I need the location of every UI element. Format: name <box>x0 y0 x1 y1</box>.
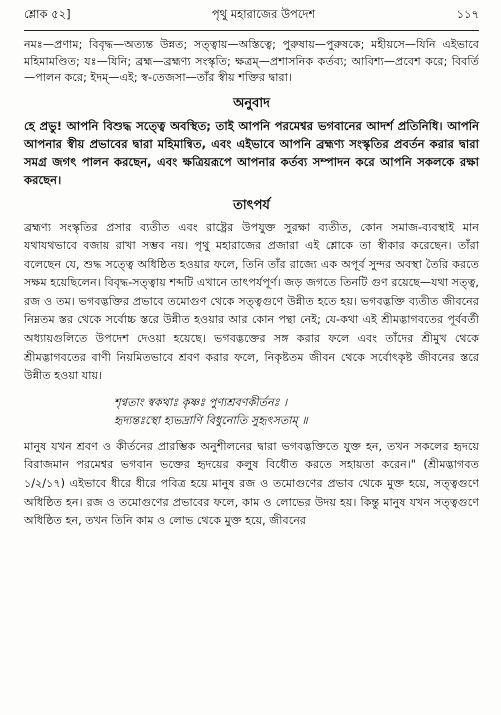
purport-heading: তাৎপর্য <box>233 197 270 213</box>
translation-paragraph: হে প্রভু! আপনি বিশুদ্ধ সত্ত্বে অবস্থিত; তাই আপনি পরমেশ্বর ভগবানের আদর্শ প্রতিনিধি। আপনি আপনার স্বীয় প্রভাবের দ্বারা মহিমান্বিত, এবং এইভাবে আপনি ব্রহ্মণ্য সংস্কৃতির প্রবর্তন করার দ্বারা সমগ্র জগৎ পালন করছেন, এবং ক্ষত্রিয়রূপে আপনার কর্তব্য সম্পাদন করে আপনি সকলকে রক্ষা করছেন। <box>24 118 479 187</box>
verse-line-1: শৃণ্বতাং স্বকথাঃ কৃষ্ণঃ পুণ্যশ্রবণকীর্তনঃ । <box>114 395 288 409</box>
quoted-verse <box>24 394 479 430</box>
synonyms-paragraph: নমঃ—প্রণাম; বিবৃদ্ধ—অত্যন্ত উন্নত; সত্ত্বায়—অস্তিত্বে; পুরুষায়—পুরুষকে; মহীয়সে—যিনি এইভাবে মহিমামণ্ডিত; যঃ—যিনি; ব্রহ্ম—ব্রহ্মণ্য সংস্কৃতি; ক্ষত্রম্—প্রশাসনিক কর্তব্য; আবিশ্য—প্রবেশ করে; বিবর্তি—পালন করে; ইদম্—এই; স্ব-তেজসা—তাঁর স্বীয় শক্তির দ্বারা। <box>24 38 479 84</box>
page-number: ১১৭ <box>456 7 479 21</box>
running-header <box>24 6 479 24</box>
purport-paragraph-2: মানুষ যখন শ্রবণ ও কীর্তনের প্রারম্ভিক অনুশীলনের দ্বারা ভগবদ্ভক্তিতে যুক্ত হন, তখন সকলের হৃদয়ে বিরাজমান পরমেশ্বর ভগবান ভক্তের হৃদয়ের কলুষ বিধৌত করতে সহায়তা করেন।" (শ্রীমদ্ভাগবত ১/২/১৭) এইভাবে ধীরে ধীরে পবিত্র হয়ে মানুষ রজ ও তমোগুণের প্রভাব থেকে মুক্ত হয়ে, সত্ত্বগুণে অধিষ্ঠিত হন। রজ ও তমোগুণের প্রভাবের ফলে, কাম ও লোভের উদয় হয়। কিন্তু মানুষ যখন সত্ত্বগুণে অধিষ্ঠিত হন, তখন তিনি কাম ও লোভ থেকে মুক্ত হয়ে, জীবনের <box>24 439 479 528</box>
header-rule <box>24 30 479 31</box>
chapter-title: পৃথু মহারাজের উপদেশ <box>211 7 316 21</box>
verse-line-2: হৃদ্যন্তঃস্থো হ্যভদ্রাণি বিধুনোতি সুহৃৎসতাম্ ॥ <box>114 413 308 427</box>
verse-reference: শ্লোক ৫২] <box>24 7 71 21</box>
translation-heading: অনুবাদ <box>233 95 270 111</box>
purport-paragraph-1: ব্রহ্মণ্য সংস্কৃতির প্রসার ব্যতীত এবং রাষ্ট্রের উপযুক্ত সুরক্ষা ব্যতীত, কোন সমাজ-ব্যবস্থাই মান যথাযথভাবে বজায় রাখা সম্ভব নয়। পৃথু মহারাজের প্রজারা এই শ্লোকে তা স্বীকার করেছেন। তাঁরা বলেছেন যে, শুদ্ধ সত্ত্বে অধিষ্ঠিত হওয়ার ফলে, তিনি তাঁর রাজ্যে এক অপূর্ব সুন্দর অবস্থা তৈরি করতে সক্ষম হয়েছিলেন। বিবৃদ্ধ-সত্ত্বায় শব্দটি এখানে তাৎপর্যপূর্ণ। জড় জগতে তিনটি গুণ রয়েছে—যথা সত্ত্ব, রজ ও তম। ভগবদ্ভক্তির প্রভাবে তমোগুণ থেকে সত্ত্বগুণে উন্নীত হতে হয়। ভগবদ্ভক্তি ব্যতীত জীবনের নিম্নতম স্তর থেকে সর্বোচ্চ স্তরে উন্নীত হওয়ার আর কোন পন্থা নেই; যে-কথা এই শ্রীমদ্ভাগবতের পূর্ববর্তী অধ্যায়গুলিতে উপদেশ দেওয়া হয়েছে। ভগবদ্ভক্তের সঙ্গ করার ফলে এবং তাঁদের শ্রীমুখ থেকে শ্রীমদ্ভাগবতের বাণী নিয়মিতভাবে শ্রবণ করার ফলে, নিকৃষ্টতম জীবন থেকে সর্বোৎকৃষ্ট জীবনের স্তরে উন্নীত হওয়া যায়। <box>24 220 479 383</box>
